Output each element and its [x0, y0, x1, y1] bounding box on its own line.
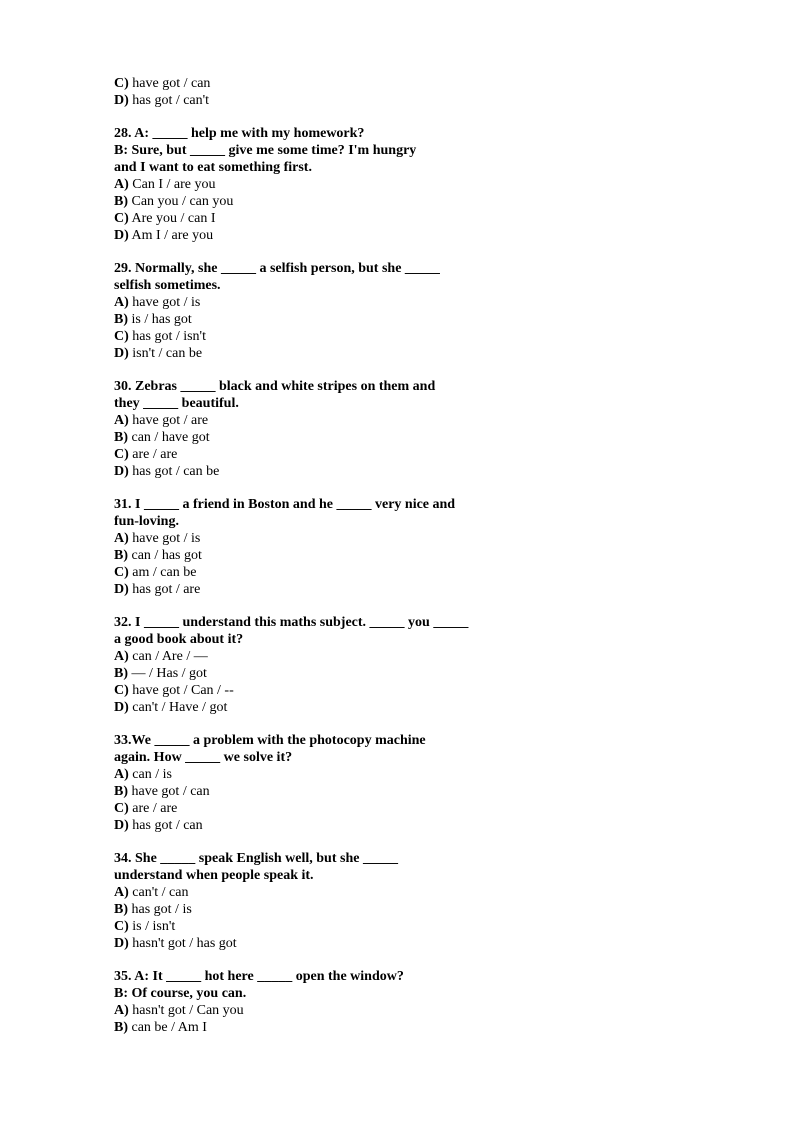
option-text: has got / can be	[128, 464, 220, 479]
option-text: isn't / can be	[128, 346, 203, 361]
option-letter: A)	[114, 295, 129, 310]
answer-option	[114, 530, 534, 547]
answer-option	[114, 564, 534, 581]
option-letter: D)	[114, 818, 129, 833]
answer-option	[114, 699, 534, 716]
option-text: can / have got	[128, 430, 210, 445]
option-letter: D)	[114, 700, 129, 715]
option-text: can't / can	[128, 885, 189, 900]
option-text: has got / is	[128, 902, 192, 917]
question-text: B: Sure, but _____ give me some time? I'm hungry	[114, 143, 417, 158]
question-text: they _____ beautiful.	[114, 396, 239, 411]
option-text: Are you / can I	[128, 211, 216, 226]
answer-option	[114, 311, 534, 328]
option-text: hasn't got / Can you	[128, 1003, 244, 1018]
option-letter: C)	[114, 211, 129, 226]
answer-option	[114, 935, 534, 952]
option-text: can be / Am I	[128, 1020, 207, 1035]
option-letter: B)	[114, 902, 128, 917]
answer-option	[114, 92, 534, 109]
question-spacer	[114, 952, 534, 968]
option-letter: D)	[114, 346, 129, 361]
option-letter: D)	[114, 936, 129, 951]
option-letter: A)	[114, 1003, 129, 1018]
option-letter: C)	[114, 683, 129, 698]
option-text: — / Has / got	[128, 666, 207, 681]
question-text: again. How _____ we solve it?	[114, 750, 293, 765]
option-letter: B)	[114, 548, 128, 563]
option-letter: B)	[114, 784, 128, 799]
option-text: has got / can't	[128, 93, 210, 108]
option-letter: D)	[114, 464, 129, 479]
answer-option	[114, 463, 534, 480]
question-text: selfish sometimes.	[114, 278, 221, 293]
option-letter: B)	[114, 430, 128, 445]
option-text: are / are	[128, 801, 178, 816]
question-spacer	[114, 598, 534, 614]
question-spacer	[114, 480, 534, 496]
answer-option	[114, 429, 534, 446]
answer-option	[114, 446, 534, 463]
carryover-options	[114, 75, 534, 109]
option-text: can / is	[128, 767, 172, 782]
answer-option	[114, 75, 534, 92]
answer-option	[114, 648, 534, 665]
question-spacer	[114, 244, 534, 260]
question-text: B: Of course, you can.	[114, 986, 247, 1001]
question-block	[114, 125, 534, 244]
option-letter: C)	[114, 447, 129, 462]
question-spacer	[114, 109, 534, 125]
question-block	[114, 732, 534, 834]
worksheet-page	[114, 75, 534, 1036]
option-text: has got / isn't	[128, 329, 206, 344]
option-letter: B)	[114, 1020, 128, 1035]
option-letter: C)	[114, 329, 129, 344]
option-letter: C)	[114, 565, 129, 580]
option-text: have got / is	[128, 531, 201, 546]
question-text: 33.We _____ a problem with the photocopy machine	[114, 733, 426, 748]
option-letter: D)	[114, 228, 129, 243]
option-text: Can you / can you	[128, 194, 234, 209]
option-letter: A)	[114, 413, 129, 428]
answer-option	[114, 581, 534, 598]
answer-option	[114, 176, 534, 193]
question-text: 29. Normally, she _____ a selfish person, but she _____	[114, 261, 440, 276]
answer-option	[114, 1019, 534, 1036]
option-text: is / isn't	[128, 919, 176, 934]
answer-option	[114, 901, 534, 918]
option-letter: A)	[114, 649, 129, 664]
answer-option	[114, 783, 534, 800]
question-block	[114, 850, 534, 952]
option-text: can't / Have / got	[128, 700, 228, 715]
question-text: 30. Zebras _____ black and white stripes on them and	[114, 379, 436, 394]
question-block	[114, 378, 534, 480]
option-letter: D)	[114, 93, 129, 108]
option-letter: C)	[114, 919, 129, 934]
question-text: 28. A: _____ help me with my homework?	[114, 126, 365, 141]
answer-option	[114, 918, 534, 935]
question-text: 32. I _____ understand this maths subject. _____ you _____	[114, 615, 469, 630]
option-text: have got / Can / --	[128, 683, 234, 698]
answer-option	[114, 884, 534, 901]
option-letter: A)	[114, 531, 129, 546]
option-text: Can I / are you	[128, 177, 216, 192]
question-text: understand when people speak it.	[114, 868, 314, 883]
answer-option	[114, 665, 534, 682]
option-letter: C)	[114, 801, 129, 816]
option-letter: A)	[114, 177, 129, 192]
option-letter: B)	[114, 312, 128, 327]
question-block	[114, 260, 534, 362]
answer-option	[114, 682, 534, 699]
option-text: Am I / are you	[128, 228, 214, 243]
question-block	[114, 968, 534, 1036]
option-letter: D)	[114, 582, 129, 597]
option-text: has got / are	[128, 582, 201, 597]
answer-option	[114, 800, 534, 817]
question-text: 34. She _____ speak English well, but she _____	[114, 851, 398, 866]
question-text: and I want to eat something first.	[114, 160, 312, 175]
option-letter: C)	[114, 76, 129, 91]
question-spacer	[114, 362, 534, 378]
answer-option	[114, 294, 534, 311]
question-spacer	[114, 716, 534, 732]
option-text: have got / is	[128, 295, 201, 310]
question-block	[114, 614, 534, 716]
question-text: fun-loving.	[114, 514, 179, 529]
option-text: am / can be	[128, 565, 197, 580]
answer-option	[114, 227, 534, 244]
option-text: are / are	[128, 447, 178, 462]
option-text: have got / are	[128, 413, 209, 428]
answer-option	[114, 1002, 534, 1019]
option-letter: B)	[114, 666, 128, 681]
question-spacer	[114, 834, 534, 850]
option-text: has got / can	[128, 818, 203, 833]
option-text: have got / can	[128, 784, 210, 799]
option-text: can / Are / —	[128, 649, 208, 664]
answer-option	[114, 817, 534, 834]
option-letter: B)	[114, 194, 128, 209]
question-text: a good book about it?	[114, 632, 244, 647]
answer-option	[114, 412, 534, 429]
answer-option	[114, 328, 534, 345]
answer-option	[114, 547, 534, 564]
answer-option	[114, 766, 534, 783]
option-letter: A)	[114, 767, 129, 782]
option-text: hasn't got / has got	[128, 936, 237, 951]
question-text: 31. I _____ a friend in Boston and he _____ very nice and	[114, 497, 456, 512]
option-text: is / has got	[128, 312, 192, 327]
option-letter: A)	[114, 885, 129, 900]
answer-option	[114, 193, 534, 210]
question-block	[114, 496, 534, 598]
answer-option	[114, 210, 534, 227]
answer-option	[114, 345, 534, 362]
option-text: can / has got	[128, 548, 202, 563]
question-text: 35. A: It _____ hot here _____ open the window?	[114, 969, 404, 984]
option-text: have got / can	[128, 76, 211, 91]
